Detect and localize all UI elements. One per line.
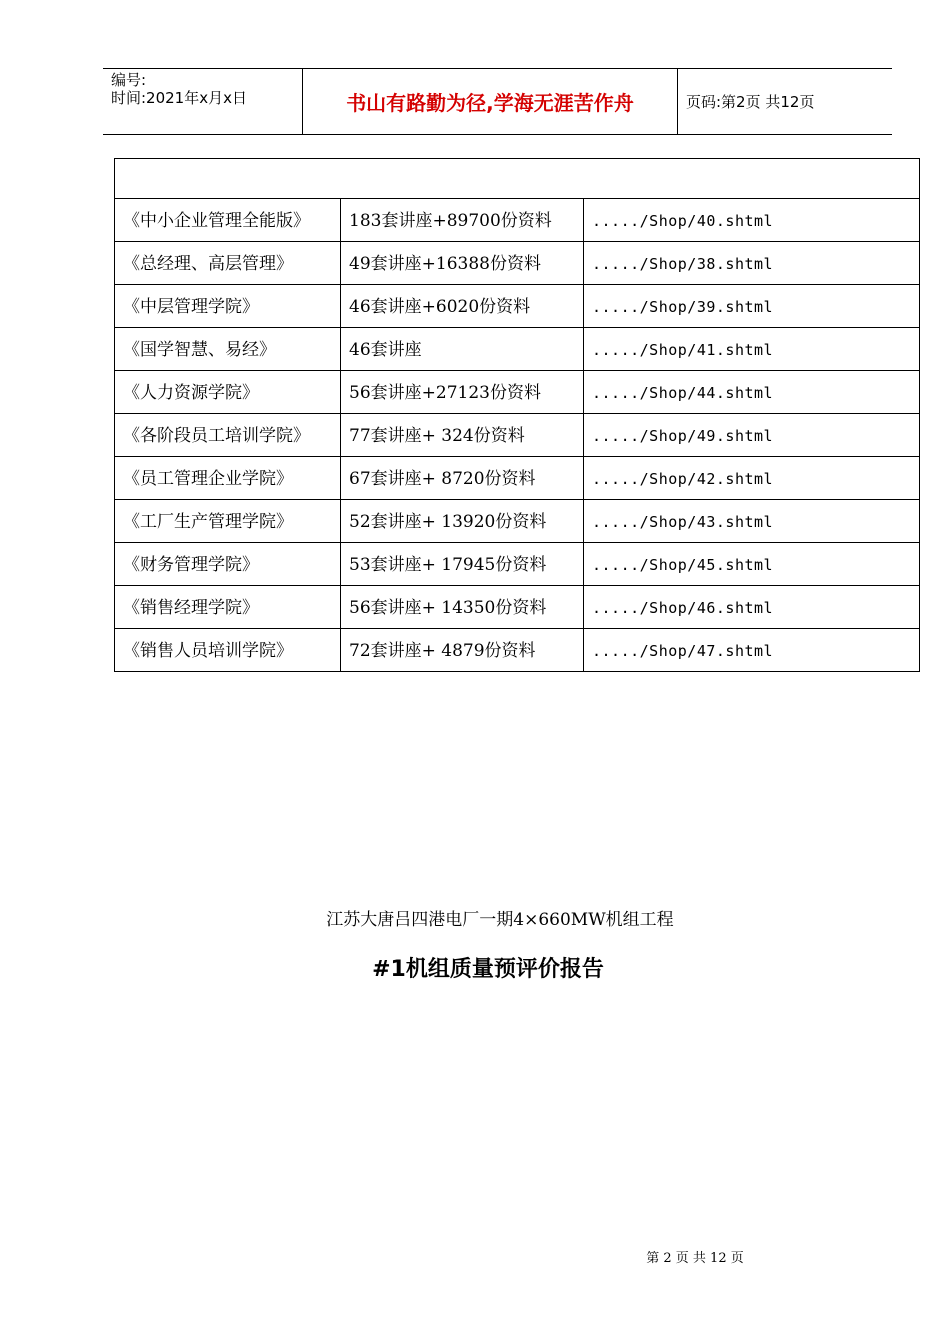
course-amount: 46套讲座	[341, 328, 584, 371]
course-amount: 183套讲座+89700份资料	[341, 199, 584, 242]
course-name: 《财务管理学院》	[115, 543, 341, 586]
course-name: 《工厂生产管理学院》	[115, 500, 341, 543]
course-amount: 56套讲座+ 14350份资料	[341, 586, 584, 629]
course-name: 《销售经理学院》	[115, 586, 341, 629]
course-amount: 67套讲座+ 8720份资料	[341, 457, 584, 500]
course-name: 《各阶段员工培训学院》	[115, 414, 341, 457]
table-row	[115, 199, 920, 242]
table-header-row	[115, 159, 920, 199]
course-amount: 56套讲座+27123份资料	[341, 371, 584, 414]
table-row	[115, 629, 920, 672]
course-name: 《总经理、高层管理》	[115, 242, 341, 285]
time-label: 时间:2021年x月x日	[111, 89, 247, 107]
report-title: #1机组质量预评价报告	[372, 957, 604, 982]
course-link: ...../Shop/46.shtml	[584, 586, 920, 629]
table-row	[115, 414, 920, 457]
course-link: ...../Shop/45.shtml	[584, 543, 920, 586]
course-amount: 77套讲座+ 324份资料	[341, 414, 584, 457]
course-link: ...../Shop/44.shtml	[584, 371, 920, 414]
header-page-info: 页码:第2页 共12页	[686, 93, 815, 111]
page-footer: 第 2 页 共 12 页	[646, 1251, 744, 1266]
course-name: 《中层管理学院》	[115, 285, 341, 328]
table-row	[115, 285, 920, 328]
number-label: 编号:	[111, 71, 147, 89]
blank-cell	[115, 159, 920, 199]
table-row	[115, 371, 920, 414]
course-amount: 53套讲座+ 17945份资料	[341, 543, 584, 586]
course-name: 《国学智慧、易经》	[115, 328, 341, 371]
table-row	[115, 543, 920, 586]
course-link: ...../Shop/49.shtml	[584, 414, 920, 457]
project-subtitle: 江苏大唐吕四港电厂一期4×660MW机组工程	[326, 910, 674, 930]
header-motto: 书山有路勤为径,学海无涯苦作舟	[303, 69, 678, 134]
course-link: ...../Shop/40.shtml	[584, 199, 920, 242]
course-amount: 46套讲座+6020份资料	[341, 285, 584, 328]
course-link: ...../Shop/47.shtml	[584, 629, 920, 672]
course-name: 《人力资源学院》	[115, 371, 341, 414]
course-link: ...../Shop/39.shtml	[584, 285, 920, 328]
course-table	[114, 158, 920, 672]
course-name: 《销售人员培训学院》	[115, 629, 341, 672]
table-row	[115, 328, 920, 371]
table-row	[115, 500, 920, 543]
course-amount: 52套讲座+ 13920份资料	[341, 500, 584, 543]
course-amount: 49套讲座+16388份资料	[341, 242, 584, 285]
header-meta	[103, 69, 303, 134]
page-header	[103, 68, 892, 135]
course-link: ...../Shop/43.shtml	[584, 500, 920, 543]
course-name: 《中小企业管理全能版》	[115, 199, 341, 242]
course-link: ...../Shop/41.shtml	[584, 328, 920, 371]
course-link: ...../Shop/38.shtml	[584, 242, 920, 285]
course-name: 《员工管理企业学院》	[115, 457, 341, 500]
table-row	[115, 457, 920, 500]
course-amount: 72套讲座+ 4879份资料	[341, 629, 584, 672]
course-link: ...../Shop/42.shtml	[584, 457, 920, 500]
table-row	[115, 586, 920, 629]
table-row	[115, 242, 920, 285]
